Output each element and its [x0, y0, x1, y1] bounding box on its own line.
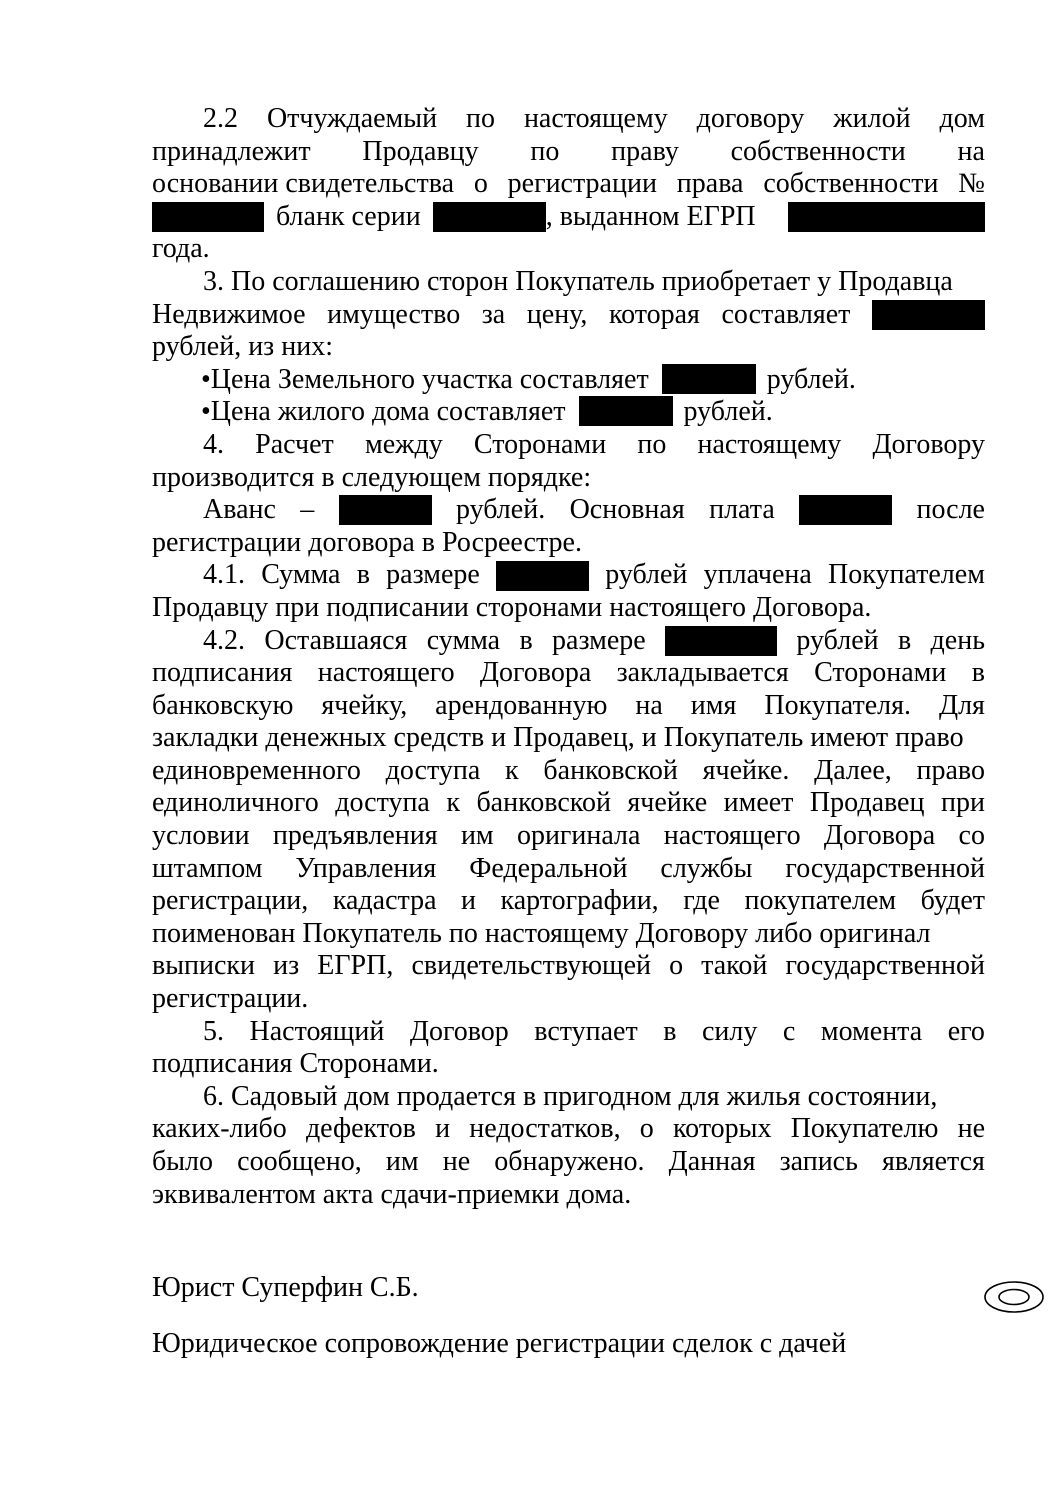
line: подписания Сторонами.: [152, 1048, 439, 1080]
signature: Юрист Суперфин С.Б.: [152, 1272, 419, 1303]
redaction-bar: [339, 495, 432, 525]
redaction-bar: [152, 202, 264, 232]
line: регистрации, кадастра и картографии, где покупателем будет: [152, 885, 985, 917]
line: 5. Настоящий Договор вступает в силу с момента его: [203, 1015, 985, 1047]
line: эквивалентом акта сдачи-приемки дома.: [152, 1178, 632, 1210]
line: бланк серии , выданном ЕГРП: [152, 201, 985, 234]
line: было сообщено, им не обнаружено. Данная запись является: [152, 1146, 985, 1177]
line: 4. Расчет между Сторонами по настоящему Договору: [203, 428, 985, 460]
line: регистрации договора в Росреестре.: [152, 526, 582, 558]
line: штампом Управления Федеральной службы государственной: [152, 852, 985, 884]
line: единоличного доступа к банковской ячейке имеет Продавец при: [152, 787, 985, 819]
line: банковскую ячейку, арендованную на имя Покупателя. Для: [152, 689, 985, 721]
ellipse-stamp-icon: [983, 1280, 1045, 1314]
line: 2.2 Отчуждаемый по настоящему договору жилой дом: [203, 103, 985, 134]
line: 4.2. Оставшаяся сумма в размере рублей в день: [203, 624, 985, 656]
line: года.: [152, 233, 210, 265]
redaction-bar: [662, 364, 756, 394]
redaction-bar: [579, 396, 673, 426]
redaction-bar: [496, 561, 589, 591]
line: поименован Покупатель по настоящему Договору либо оригинал: [152, 917, 931, 949]
line: подписания настоящего Договора закладывается Сторонами в: [152, 657, 985, 689]
line: регистрации.: [152, 983, 309, 1015]
line: закладки денежных средств и Продавец, и Покупатель имеют право: [152, 722, 964, 754]
redaction-bar: [788, 202, 985, 232]
line: каких-либо дефектов и недостатков, о которых Покупателю не: [152, 1113, 985, 1145]
redaction-bar: [665, 626, 777, 656]
line: рублей, из них:: [152, 331, 333, 363]
list-item: •Цена Земельного участка составляет рублей.: [201, 363, 856, 395]
line: условии предъявления им оригинала настоящего Договора со: [152, 820, 985, 852]
redaction-bar: [872, 300, 985, 330]
line: принадлежит Продавцу по праву собственности на: [152, 135, 985, 167]
line: Недвижимое имущество за цену, которая составляет: [152, 299, 985, 332]
line: 6. Садовый дом продается в пригодном для жилья состоянии,: [203, 1080, 938, 1112]
line: основании свидетельства о регистрации права собственности №: [152, 168, 985, 200]
line: 3. По соглашению сторон Покупатель приобретает у Продавца: [203, 265, 953, 297]
line: единовременного доступа к банковской ячейке. Далее, право: [152, 754, 985, 786]
line: Продавцу при подписании сторонами настоящего Договора.: [152, 591, 872, 623]
line: 4.1. Сумма в размере рублей уплачена Покупателем: [203, 559, 985, 591]
line: выписки из ЕГРП, свидетельствующей о такой государственной: [152, 950, 985, 982]
document-body: [152, 103, 985, 1211]
footer-text: Юридическое сопровождение регистрации сделок с дачей: [152, 1328, 847, 1359]
redaction-bar: [433, 202, 546, 232]
list-item: •Цена жилого дома составляет рублей.: [201, 396, 773, 428]
redaction-bar: [799, 495, 892, 525]
line: Аванс – рублей. Основная плата после: [203, 494, 985, 526]
line: производится в следующем порядке:: [152, 461, 592, 493]
